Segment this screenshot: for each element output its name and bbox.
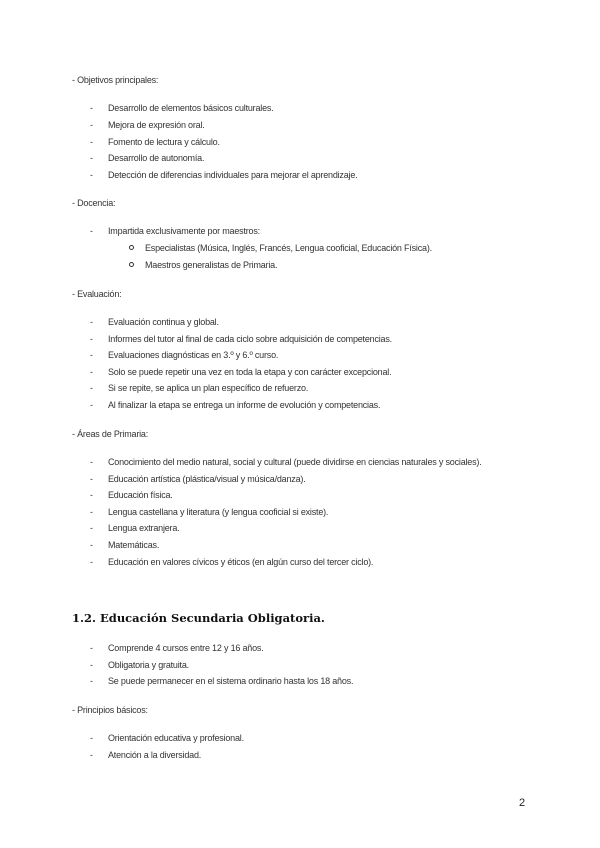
bullet-dash: - — [90, 643, 93, 653]
bullet-dash: - — [90, 750, 93, 760]
bullet-dash: - — [90, 170, 93, 180]
bullet-dash: - — [90, 733, 93, 743]
bullet-dash: - — [90, 120, 93, 130]
bullet-dash: - — [90, 350, 93, 360]
bullet-dash: - — [90, 540, 93, 550]
bullet-dash: - — [90, 557, 93, 567]
bullet-dash: - — [90, 383, 93, 393]
bullet-dash: - — [90, 523, 93, 533]
section-title-principios: - Principios básicos: — [72, 705, 148, 715]
bullet-dash: - — [90, 317, 93, 327]
bullet-dash: - — [90, 507, 93, 517]
bullet-dash: - — [90, 153, 93, 163]
bullet-dash: - — [90, 137, 93, 147]
bullet-dash: - — [90, 400, 93, 410]
bullet-dash: - — [90, 334, 93, 344]
section-title-evaluacion: - Evaluación: — [72, 289, 122, 299]
document-page: - Objetivos principales: - Desarrollo de elementos básicos culturales. - Mejora de expresión oral. - Fomento de lectura y cálculo. - Desarrollo de autonomía. - Detección de diferencias individuales para mejorar el aprendizaje. - Docencia: - Impartida exclusivamente por maestros: Especialistas (Música, Inglés, Francés, Lengua cooficial, Educación Física). Maestros generalistas de Primaria. - Evaluación: - Evaluación continua y global. - Informes del tutor al final de cada ciclo sobre adquisición de competencias. - Evaluaciones diagnósticas en 3.º y 6.º curso. - Solo se puede repetir una vez en toda la etapa y con carácter excepcional. - Si se repite, se aplica un plan específico de refuerzo. - Al finalizar la etapa se entrega un informe de evolución y competencias. - Áreas de Primaria: - Conocimiento del medio natural, social y cultural (puede dividirse en ciencias naturales y sociales). - Educación artística (plástica/visual y música/danza). - Educación física. - Lengua castellana y literatura (y lengua cooficial si existe). - Lengua extranjera. - Matemáticas. - Educación en valores cívicos y éticos (en algún curso del tercer ciclo). 1.2. Educación Secundaria Obligatoria. - Comprende 4 cursos entre 12 y 16 años. - Obligatoria y gratuita. - Se puede permanecer en el sistema ordinario hasta los 18 años. - Principios básicos: - Orientación educativa y profesional. - Atención a la diversidad. 2 — [72, 75, 526, 809]
bullet-dash: - — [90, 226, 93, 236]
bullet-dash: - — [90, 457, 93, 467]
section-title-objetivos: - Objetivos principales: — [72, 75, 159, 85]
bullet-dash: - — [90, 103, 93, 113]
circle-bullet-icon — [129, 245, 134, 250]
section-title-docencia: - Docencia: — [72, 198, 116, 208]
circle-bullet-icon — [129, 262, 134, 267]
page-number: 2 — [519, 797, 526, 809]
bullet-dash: - — [90, 660, 93, 670]
bullet-dash: - — [90, 490, 93, 500]
bullet-dash: - — [90, 367, 93, 377]
bullet-dash: - — [90, 474, 93, 484]
section-heading-eso: 1.2. Educación Secundaria Obligatoria. — [72, 611, 325, 625]
bullet-dash: - — [90, 676, 93, 686]
section-title-areas: - Áreas de Primaria: — [72, 429, 149, 439]
